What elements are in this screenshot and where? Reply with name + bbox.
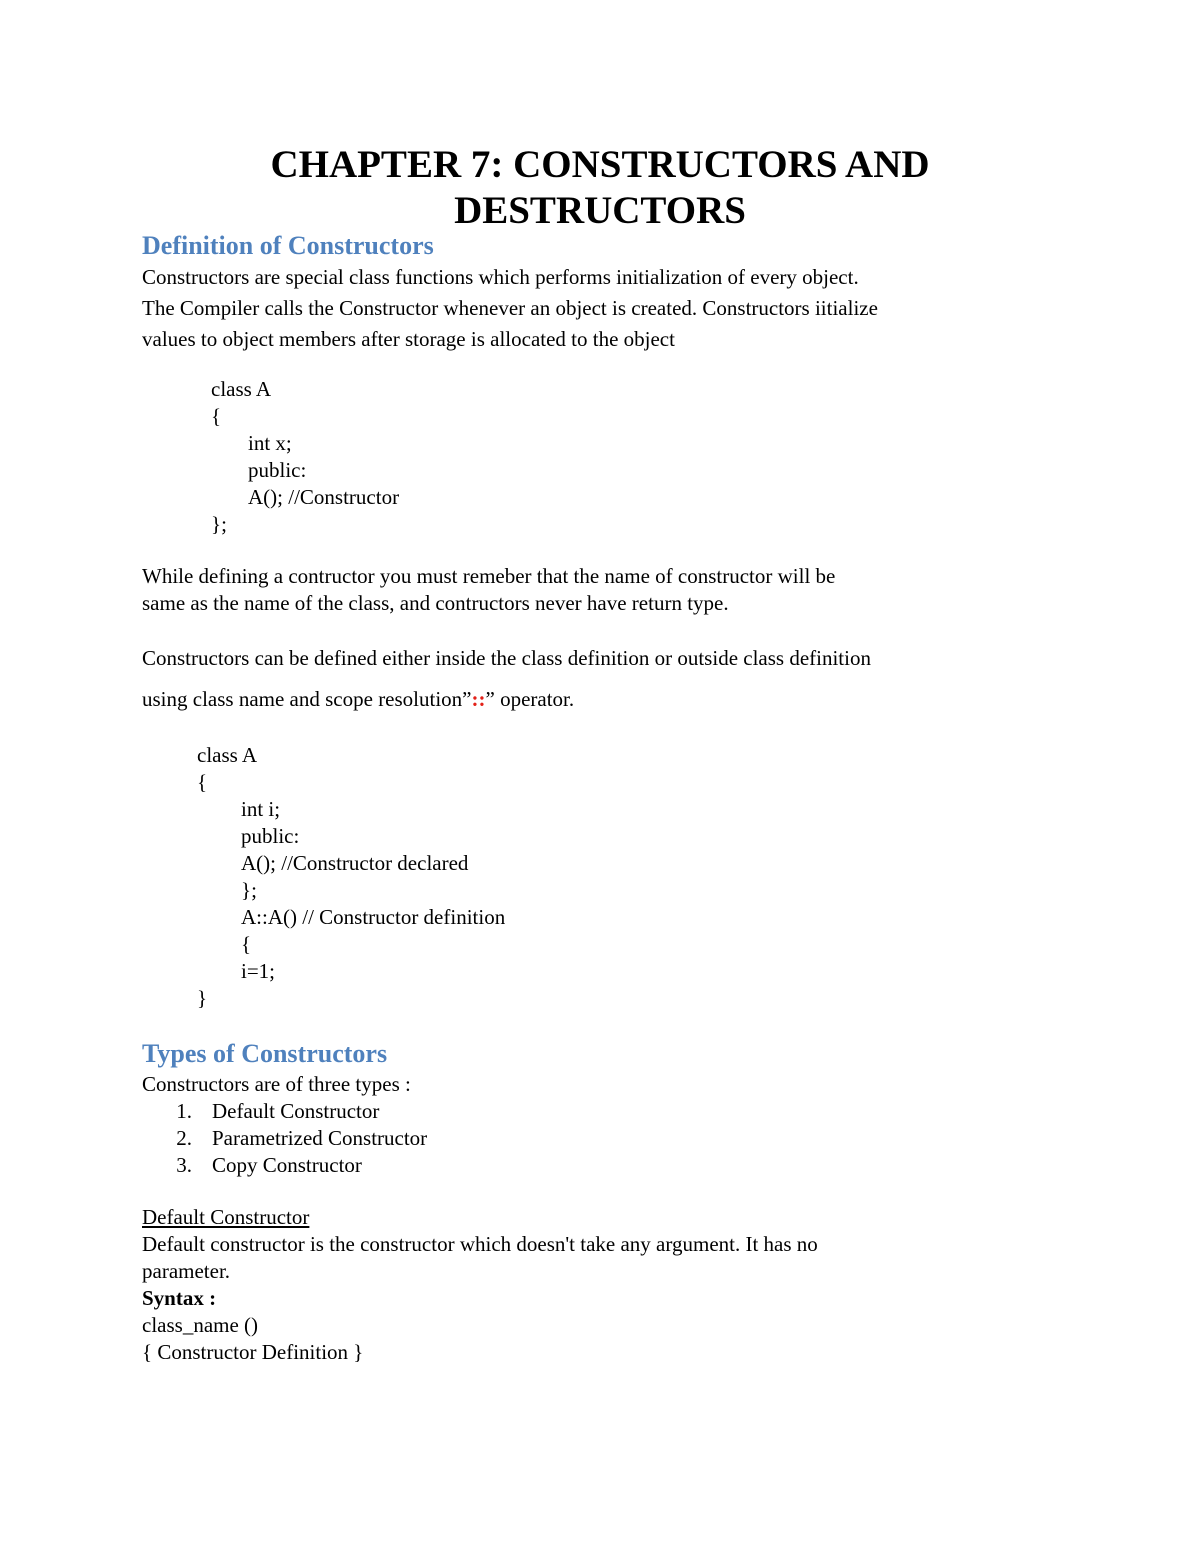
chapter-title-line-1: CHAPTER 7: CONSTRUCTORS AND — [270, 143, 930, 186]
code-line: A(); //Constructor — [248, 485, 400, 509]
code-line: }; — [241, 878, 257, 902]
code-line: int i; — [241, 797, 281, 821]
subheading-default-constructor: Default Constructor — [142, 1205, 310, 1229]
code-line: } — [197, 986, 208, 1010]
code-line: class A — [211, 377, 272, 401]
code-line: A::A() // Constructor definition — [241, 905, 506, 929]
list-number: 2. — [176, 1126, 192, 1150]
paragraph-line-with-operator — [142, 684, 574, 715]
code-line: { — [241, 932, 252, 956]
paragraph-line: values to object members after storage is allocated to the object — [142, 327, 675, 351]
paragraph-line: parameter. — [142, 1259, 231, 1283]
syntax-line: class_name () — [142, 1313, 259, 1337]
list-text: Copy Constructor — [212, 1153, 362, 1177]
code-line: public: — [248, 458, 307, 482]
section-heading-types: Types of Constructors — [142, 1039, 388, 1068]
paragraph-line: Constructors can be defined either inside the class definition or outside class definition — [142, 646, 871, 670]
code-line: { — [197, 770, 208, 794]
paragraph-line: Default constructor is the constructor which doesn't take any argument. It has no — [142, 1232, 818, 1256]
list-text: Default Constructor — [212, 1099, 380, 1123]
paragraph-text: using class name and scope resolution” — [142, 687, 472, 711]
code-line: }; — [211, 512, 227, 536]
paragraph-line: While defining a contructor you must remeber that the name of constructor will be — [142, 564, 836, 588]
list-number: 1. — [176, 1099, 192, 1123]
code-line: int x; — [248, 431, 292, 455]
section-heading-definition: Definition of Constructors — [142, 231, 434, 260]
syntax-label: Syntax : — [142, 1286, 217, 1310]
paragraph-text: ” operator. — [485, 687, 575, 711]
syntax-line: { Constructor Definition } — [142, 1340, 364, 1364]
code-line: public: — [241, 824, 300, 848]
code-line: i=1; — [241, 959, 276, 983]
list-text: Parametrized Constructor — [212, 1126, 428, 1150]
paragraph-line: The Compiler calls the Constructor whenever an object is created. Constructors iitialize — [142, 296, 878, 320]
types-intro: Constructors are of three types : — [142, 1072, 411, 1096]
code-line: class A — [197, 743, 258, 767]
code-line: { — [211, 404, 222, 428]
paragraph-line: same as the name of the class, and contructors never have return type. — [142, 591, 729, 615]
scope-resolution-operator: :: — [471, 687, 486, 711]
list-number: 3. — [176, 1153, 192, 1177]
paragraph-line: Constructors are special class functions which performs initialization of every object. — [142, 265, 859, 289]
chapter-title-line-2: DESTRUCTORS — [454, 189, 746, 232]
code-line: A(); //Constructor declared — [241, 851, 469, 875]
